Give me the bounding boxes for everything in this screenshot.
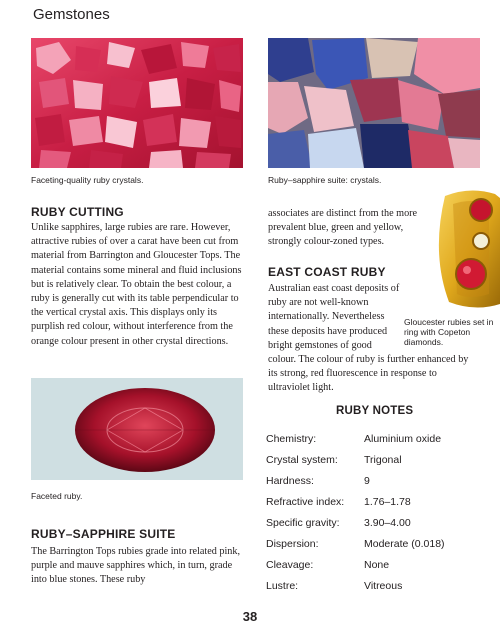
faceted-ruby-photo bbox=[31, 378, 243, 480]
notes-row-cleavage bbox=[266, 554, 486, 575]
ruby-sapphire-crystals-photo bbox=[268, 38, 480, 168]
notes-row-specific-gravity bbox=[266, 512, 486, 533]
notes-value: 1.76–1.78 bbox=[364, 495, 411, 508]
notes-label: Cleavage: bbox=[266, 558, 314, 571]
ruby-cutting-body: Unlike sapphires, large rubies are rare. However, attractive rubies of over a carat have been cut from material from Barrington and Gloucester Tops. The material contains some mineral and fluid inclusions but is relatively clear. To obtain the best colour, a ruby is generally cut with its table perpendicular to the vertical crystal axis. This displays only its purplish red colour, without interference from the orange colour present in other crystal directions. bbox=[31, 222, 242, 347]
east-coast-ruby-heading: EAST COAST RUBY bbox=[268, 265, 386, 279]
ruby-ring-photo bbox=[425, 184, 500, 312]
running-header: Gemstones bbox=[33, 6, 110, 23]
notes-label: Dispersion: bbox=[266, 537, 319, 550]
east-coast-ruby-body-full: colour. The colour of ruby is further enhanced by its strong, red fluorescence in response to ultraviolet light. bbox=[268, 354, 469, 394]
notes-value: None bbox=[364, 558, 390, 571]
east-coast-ruby-body-wrapped: Australian east coast deposits of ruby are not well-known internationally. Nevertheless these deposits have produced bright gemstones of good bbox=[268, 283, 400, 351]
ruby-crystals-caption: Faceting-quality ruby crystals. bbox=[31, 175, 144, 185]
ruby-sapphire-crystals-caption: Ruby–sapphire suite: crystals. bbox=[268, 175, 382, 185]
ruby-sapphire-suite-heading: RUBY–SAPPHIRE SUITE bbox=[31, 527, 176, 541]
notes-row-refractive-index bbox=[266, 491, 486, 512]
notes-value: Aluminium oxide bbox=[364, 432, 442, 445]
notes-label: Specific gravity: bbox=[266, 516, 340, 529]
ruby-sapphire-suite-body: The Barrington Tops rubies grade into related pink, purple and mauve sapphires which, in turn, grade into blue stones. These ruby bbox=[31, 546, 241, 586]
notes-value: Vitreous bbox=[364, 579, 403, 592]
notes-label: Chemistry: bbox=[266, 432, 317, 445]
page-number: 38 bbox=[242, 609, 258, 624]
notes-row-dispersion bbox=[266, 533, 486, 554]
notes-value: Moderate (0.018) bbox=[364, 537, 445, 550]
notes-label: Hardness: bbox=[266, 474, 314, 487]
notes-row-chemistry bbox=[266, 428, 486, 449]
ring-caption: Gloucester rubies set in ring with Copeton diamonds. bbox=[404, 317, 494, 347]
ruby-cutting-heading: RUBY CUTTING bbox=[31, 205, 124, 219]
faceted-ruby-caption: Faceted ruby. bbox=[31, 491, 83, 501]
notes-value: Trigonal bbox=[364, 453, 402, 466]
suite-continuation-body: associates are distinct from the more prevalent blue, green and yellow, strongly colour-zoned types. bbox=[268, 208, 418, 248]
ruby-notes-heading: RUBY NOTES bbox=[336, 405, 414, 417]
notes-label: Refractive index: bbox=[266, 495, 345, 508]
ruby-notes-table bbox=[266, 428, 486, 596]
notes-row-crystal-system bbox=[266, 449, 486, 470]
notes-row-lustre bbox=[266, 575, 486, 596]
notes-label: Crystal system: bbox=[266, 453, 338, 466]
ruby-crystals-photo bbox=[31, 38, 243, 168]
notes-label: Lustre: bbox=[266, 579, 299, 592]
notes-value: 9 bbox=[364, 474, 370, 487]
notes-row-hardness bbox=[266, 470, 486, 491]
notes-value: 3.90–4.00 bbox=[364, 516, 411, 529]
